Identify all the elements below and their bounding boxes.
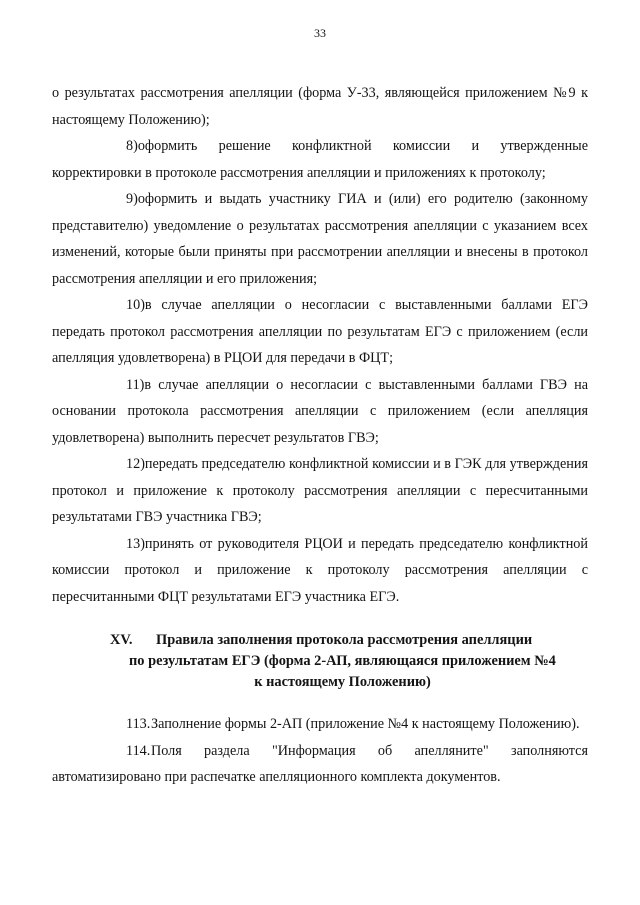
list-item-number: 9) [126,191,138,207]
document-body [52,80,588,791]
section-heading-line-1 [52,630,588,651]
paragraph-text: о результатах рассмотрения апелляции (форма У-33, являющейся приложением №9 к настоящему Положению); [52,85,588,128]
list-item-text: в случае апелляции о несогласии с выставленными баллами ЕГЭ передать протокол рассмотрения апелляции по результатам ЕГЭ с приложением (если апелляция удовлетворена) в РЦОИ для передачи в ФЦТ; [52,297,588,366]
list-item-text: оформить решение конфликтной комиссии и утвержденные корректировки в протоколе рассмотрения апелляции и приложениях к протоколу; [52,138,588,181]
list-item-number: 13) [126,535,145,552]
page-number: 33 [314,26,326,40]
paragraph-number: 114. [126,742,151,759]
paragraph-text: Заполнение формы 2-АП (приложение №4 к настоящему Положению). [151,716,580,732]
list-item-text: принять от руководителя РЦОИ и передать председателю конфликтной комиссии протокол и приложение к протоколу рассмотрения апелляции с пересчитанными ФЦТ результатами ЕГЭ участника ЕГЭ. [52,535,588,605]
list-item-text: в случае апелляции о несогласии с выставленными баллами ГВЭ на основании протокола рассмотрения апелляции с приложением (если апелляция удовлетворена) выполнить пересчет результатов ГВЭ; [52,376,588,446]
list-item [52,133,588,186]
list-item-number: 11) [126,376,145,393]
list-item-text: оформить и выдать участнику ГИА и (или) его родителю (законному представителю) уведомление о результатах рассмотрения апелляции с указанием всех изменений, которые были приняты при рассмотрении апелляции и внесены в протокол рассмотрения апелляции и его приложения; [52,191,588,287]
section-title-line-2: по результатам ЕГЭ (форма 2-АП, являющаяся приложением №4 [129,653,556,669]
paragraph-continuation [52,80,588,133]
section-roman-numeral: XV. [110,632,133,648]
list-item [52,186,588,292]
list-item-number: 8) [126,138,138,154]
numbered-paragraph [52,738,588,791]
section-heading [52,630,588,693]
list-item [52,292,588,372]
list-item-text: передать председателю конфликтной комиссии и в ГЭК для утверждения протокол и приложение к протоколу рассмотрения апелляции с пересчитанными результатами ГВЭ участника ГВЭ; [52,456,588,525]
list-item [52,451,588,531]
section-title-line-3: к настоящему Положению) [254,674,431,690]
paragraph-text: Поля раздела "Информация об апелляните" заполняются автоматизировано при распечатке апелляционного комплекта документов. [52,742,588,785]
paragraph-number: 113. [126,716,151,732]
list-item-number: 12) [126,456,145,472]
list-item [52,372,588,452]
list-item [52,531,588,611]
list-item-number: 10) [126,297,145,313]
section-title-line-1: Правила заполнения протокола рассмотрения апелляции [156,632,533,648]
numbered-paragraph [52,711,588,738]
